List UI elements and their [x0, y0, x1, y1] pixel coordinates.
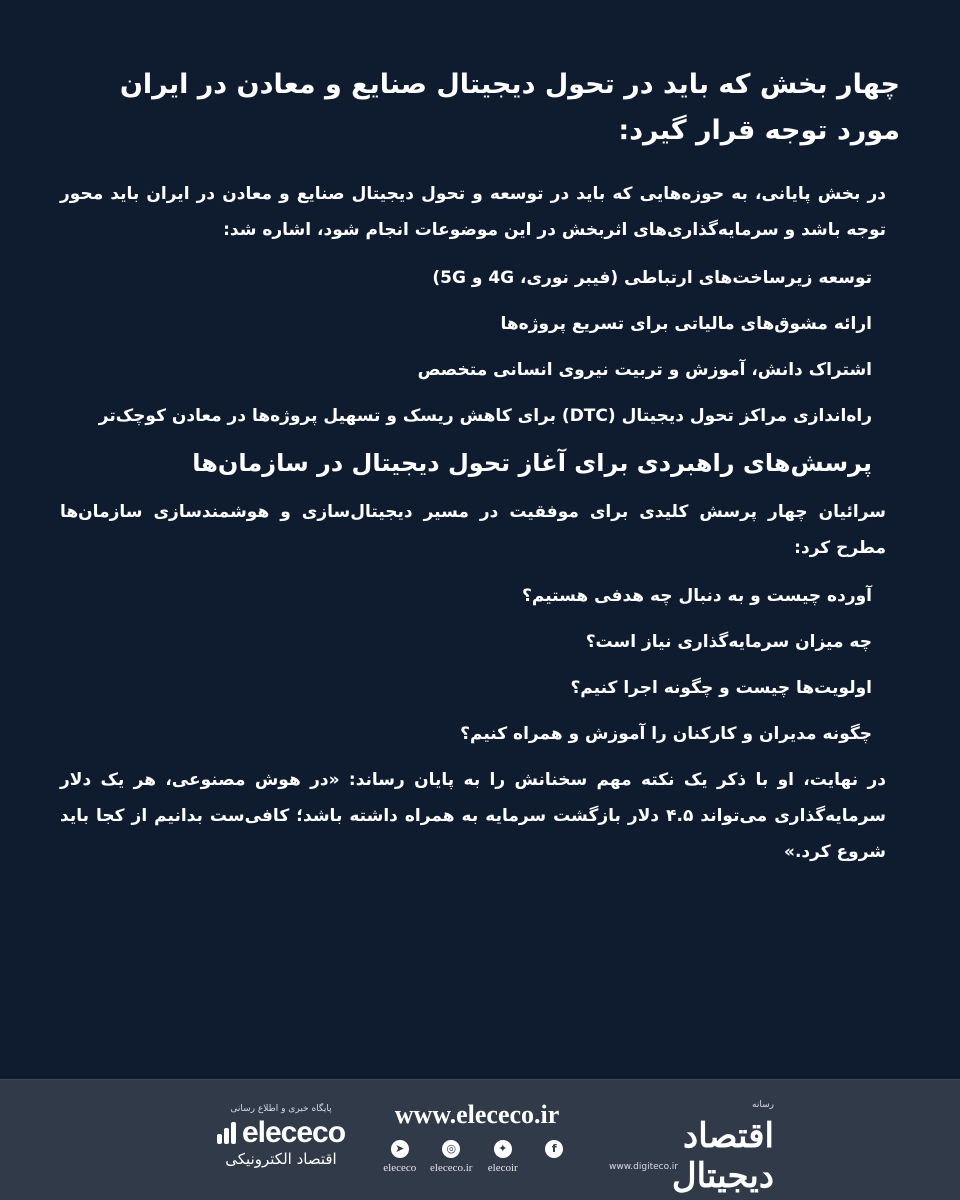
questions-list [60, 578, 900, 752]
closing-paragraph: در نهایت، او با ذکر یک نکته مهم سخنانش را به پایان رساند: «در هوش مصنوعی، هر یک دلار سرمایه‌گذاری می‌تواند ۴.۵ دلار بازگشت سرمایه به همراه داشته باشد؛ کافی‌ست بدانیم از کجا باید شروع کرد.» [60, 770, 886, 862]
elececo-brand[interactable] [196, 1104, 366, 1184]
question-item: چگونه مدیران و کارکنان را آموزش و همراه کنیم؟ [460, 724, 872, 744]
contact-block [372, 1100, 582, 1180]
bars-logo-icon [217, 1122, 236, 1144]
question-item: آورده چیست و به دنبال چه هدفی هستیم؟ [522, 586, 872, 606]
subtitle-intro: سرائیان چهار پرسش کلیدی برای موفقیت در مسیر دیجیتال‌سازی و هوشمندسازی سازمان‌ها مطرح کرد: [60, 502, 886, 558]
facebook-link[interactable] [529, 1140, 581, 1174]
social-links [372, 1140, 582, 1174]
list-item: ارائه مشوق‌های مالیاتی برای تسریع پروژه‌ها [500, 314, 872, 334]
telegram-link[interactable] [374, 1140, 426, 1174]
elececo-persian-name: اقتصاد الکترونیکی [225, 1150, 337, 1168]
twitter-icon: ✦ [494, 1140, 512, 1158]
elececo-logo-row [196, 1116, 366, 1150]
question-item: چه میزان سرمایه‌گذاری نیاز است؟ [585, 632, 872, 652]
social-label: elececo [383, 1162, 417, 1174]
brand-tag: رسانه [752, 1100, 774, 1110]
twitter-link[interactable] [477, 1140, 529, 1174]
telegram-icon: ➤ [391, 1140, 409, 1158]
digiteco-site[interactable]: www.digiteco.ir [609, 1162, 678, 1172]
focus-list [60, 260, 900, 434]
brand-tag: پایگاه خبری و اطلاع رسانی [230, 1104, 332, 1114]
digiteco-logo: اقتصاد دیجیتال [671, 1116, 774, 1196]
elececo-logo: elececo [241, 1116, 346, 1149]
section-subtitle: پرسش‌های راهبردی برای آغاز تحول دیجیتال در سازمان‌ها [192, 449, 872, 477]
website-url[interactable]: www.elececo.ir [394, 1100, 560, 1129]
list-item: راه‌اندازی مراکز تحول دیجیتال (DTC) برای کاهش ریسک و تسهیل پروژه‌ها در معادن کوچک‌تر [98, 406, 872, 426]
article-intro: در بخش پایانی، به حوزه‌هایی که باید در توسعه و تحول دیجیتال صنایع و معادن در ایران باید محور توجه باشد و سرمایه‌گذاری‌های اثربخش در این موضوعات انجام شود، اشاره شد: [60, 184, 886, 240]
article-title: چهار بخش که باید در تحول دیجیتال صنایع و معادن در ایران مورد توجه قرار گیرد: [119, 69, 900, 146]
digiteco-brand[interactable] [584, 1100, 774, 1196]
question-item: اولویت‌ها چیست و چگونه اجرا کنیم؟ [570, 678, 872, 698]
article [60, 62, 900, 882]
list-item: اشتراک دانش، آموزش و تربیت نیروی انسانی متخصص [417, 360, 872, 380]
footer-bar [0, 1079, 960, 1200]
instagram-icon: ◎ [442, 1140, 460, 1158]
social-label: elecoir [487, 1162, 518, 1174]
social-label: elececo.ir [430, 1162, 473, 1174]
instagram-link[interactable] [426, 1140, 478, 1174]
facebook-icon: f [545, 1140, 563, 1158]
list-item: توسعه زیرساخت‌های ارتباطی (فیبر نوری، 4G و 5G) [432, 268, 872, 288]
